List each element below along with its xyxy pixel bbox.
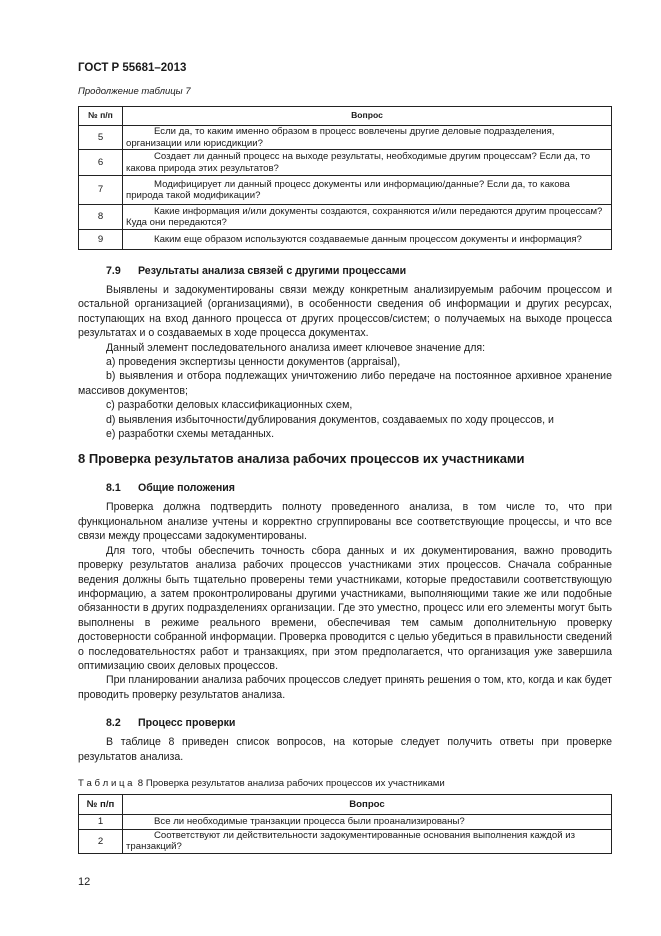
section-8-2-body	[78, 735, 612, 764]
row-num: 7	[79, 176, 123, 205]
section-title: Общие положения	[138, 482, 235, 495]
document-page	[78, 0, 612, 909]
section-8-2-heading	[78, 716, 612, 730]
section-8-heading: 8 Проверка результатов анализа рабочих процессов их участниками	[78, 451, 525, 467]
row-num: 6	[79, 150, 123, 176]
paragraph: При планировании анализа рабочих процессов следует принять решения о том, кто, когда и как будет проводить проверку результатов анализа.	[78, 674, 612, 701]
caption-title: Проверка результатов анализа рабочих процессов их участниками	[145, 777, 445, 789]
table-row	[79, 814, 612, 829]
table-row	[79, 176, 612, 205]
row-question: Если да, то каким именно образом в процесс вовлечены другие деловые подразделения, организации или юрисдикции?	[123, 126, 612, 150]
row-num: 9	[79, 230, 123, 250]
section-7-9-heading	[78, 264, 612, 278]
list-item: d) выявления избыточности/дублирования документов, создаваемых по ходу процессов, и	[106, 413, 554, 426]
section-title: Результаты анализа связей с другими процессами	[138, 265, 407, 277]
section-7-9-body	[78, 283, 612, 441]
paragraph: Проверка должна подтвердить полноту проведенного анализа, в том числе то, что при функциональном анализе учтены и корректно сгруппированы все соответствующие процессы, и что все связи между процессами задокументированы.	[78, 501, 612, 543]
section-number: 8.2	[106, 717, 121, 730]
section-number: 7.9	[106, 265, 121, 277]
caption-label: Т а б л и ц а 8	[78, 777, 144, 789]
table-continuation-label: Продолжение таблицы 7	[78, 86, 191, 97]
paragraph: Для того, чтобы обеспечить точность сбора данных и их документирования, важно проводить проверку результатов анализа рабочих процессов участниками этих процессов. Сначала собранные ведения должны быть тщательно проверены теми участниками, которые предоставили соответствующую информацию, а затем проконтролированы другими участниками, выполняющими такие же или подобные обязанности в других подразделениях организации. Где это уместно, процесс или его элементы могут быть выполнены в режиме реального времени, обеспечивая тем самым дополнительную проверку достоверности собранной информации. Проверка проводится с целью убедиться в правильности сведений о последовательностях работ и транзакциях, при этом предполагается, что организация уже завершила оптимизацию своих деловых процессов.	[78, 544, 612, 672]
table-8-caption	[78, 778, 612, 790]
table-row	[79, 150, 612, 176]
table-header-row	[79, 107, 612, 126]
section-8-1-heading	[78, 481, 612, 495]
section-title: Процесс проверки	[138, 717, 236, 730]
list-item: e) разработки схемы метаданных.	[106, 428, 275, 441]
row-question: Все ли необходимые транзакции процесса были проанализированы?	[123, 814, 612, 829]
section-8-1-body	[78, 500, 612, 702]
col-num-header: № п/п	[79, 107, 123, 126]
row-num: 2	[79, 829, 123, 853]
table-7	[78, 106, 612, 250]
list-item: c) разработки деловых классификационных схем,	[106, 399, 353, 412]
row-question: Модифицирует ли данный процесс документы или информацию/данные? Если да, то какова природа такой модификации?	[123, 176, 612, 205]
table-row	[79, 230, 612, 250]
col-question-header: Вопрос	[123, 107, 612, 126]
list-item: a) проведения экспертизы ценности документов (appraisal),	[106, 356, 401, 369]
row-question: Какие информация и/или документы создаются, сохраняются и/или передаются другим процессам? Куда они передаются?	[123, 205, 612, 230]
table-row	[79, 205, 612, 230]
paragraph: Выявлены и задокументированы связи между конкретным анализируемым рабочим процессом и остальной организацией (организациями), в особенности сведения об информации и других ресурсах, поступающих на вход данного процесса от других процессов/систем; о получаемых на выходе процесса результатах и о создаваемых в ходе процесса документах.	[78, 284, 612, 340]
table-row	[79, 829, 612, 853]
col-question-header: Вопрос	[123, 794, 612, 814]
row-question: Каким еще образом используются создаваемые данным процессом документы и информация?	[123, 230, 612, 250]
table-row	[79, 126, 612, 150]
row-question: Создает ли данный процесс на выходе результаты, необходимые другим процессам? Если да, то какова природа этих результатов?	[123, 150, 612, 176]
table-8	[78, 794, 612, 854]
col-num-header: № п/п	[79, 794, 123, 814]
row-num: 1	[79, 814, 123, 829]
row-num: 5	[79, 126, 123, 150]
table-header-row	[79, 794, 612, 814]
row-question: Соответствуют ли действительности задокументированные основания выполнения каждой из транзакций?	[123, 829, 612, 853]
row-num: 8	[79, 205, 123, 230]
list-item: b) выявления и отбора подлежащих уничтожению либо передаче на постоянное архивное хранение массивов документов;	[78, 370, 612, 397]
paragraph: В таблице 8 приведен список вопросов, на которые следует получить ответы при проверке результатов анализа.	[78, 736, 612, 763]
section-number: 8.1	[106, 482, 121, 495]
page-number: 12	[78, 875, 91, 888]
paragraph: Данный элемент последовательного анализа имеет ключевое значение для:	[106, 341, 486, 354]
standard-number: ГОСТ Р 55681–2013	[78, 62, 187, 74]
